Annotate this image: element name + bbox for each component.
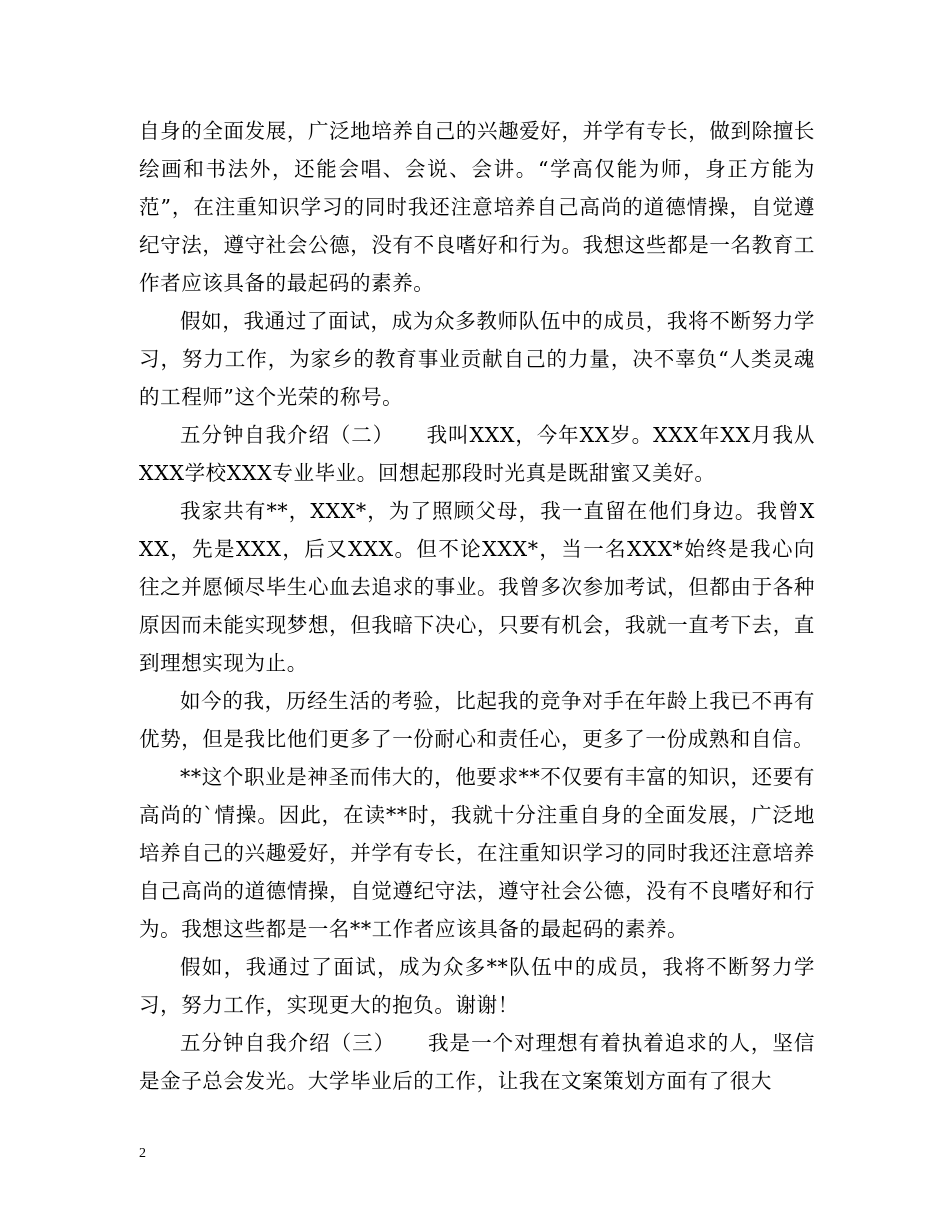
- paragraph-4: 我家共有**，XXX*，为了照顾父母，我一直留在他们身边。我曾XXX，先是XXX，后又XXX。但不论XXX*，当一名XXX*始终是我心向往之并愿倾尽毕生心血去追求的事业。我曾多次参加考试，但都由于各种原因而未能实现梦想，但我暗下决心，只要有机会，我就一直考下去，直到理想实现为止。: [139, 499, 815, 675]
- document-body: [139, 112, 815, 1100]
- paragraph-3: 五分钟自我介绍（二） 我叫XXX，今年XX岁。XXX年XX月我从XXX学校XXX专业毕业。回想起那段时光真是既甜蜜又美好。: [139, 423, 815, 485]
- paragraph-8: 五分钟自我介绍（三） 我是一个对理想有着执着追求的人，坚信是金子总会发光。大学毕业后的工作，让我在文案策划方面有了很大: [139, 1031, 815, 1093]
- paragraph-5: 如今的我，历经生活的考验，比起我的竞争对手在年龄上我已不再有优势，但是我比他们更多了一份耐心和责任心，更多了一份成熟和自信。: [139, 689, 815, 751]
- paragraph-6: **这个职业是神圣而伟大的，他要求**不仅要有丰富的知识，还要有高尚的`情操。因此，在读**时，我就十分注重自身的全面发展，广泛地培养自己的兴趣爱好，并学有专长，在注重知识学习的同时我还注意培养自己高尚的道德情操，自觉遵纪守法，遵守社会公德，没有不良嗜好和行为。我想这些都是一名**工作者应该具备的最起码的素养。: [139, 765, 815, 941]
- paragraph-2: 假如，我通过了面试，成为众多教师队伍中的成员，我将不断努力学习，努力工作，为家乡的教育事业贡献自己的力量，决不辜负“人类灵魂的工程师”这个光荣的称号。: [139, 309, 815, 409]
- paragraph-1: 自身的全面发展，广泛地培养自己的兴趣爱好，并学有专长，做到除擅长绘画和书法外，还能会唱、会说、会讲。“学高仅能为师，身正方能为范”，在注重知识学习的同时我还注意培养自己高尚的道德情操，自觉遵纪守法，遵守社会公德，没有不良嗜好和行为。我想这些都是一名教育工作者应该具备的最起码的素养。: [139, 119, 815, 295]
- paragraph-7: 假如，我通过了面试，成为众多**队伍中的成员，我将不断努力学习，努力工作，实现更大的抱负。谢谢！: [139, 955, 815, 1017]
- page-number: 2: [139, 1146, 146, 1161]
